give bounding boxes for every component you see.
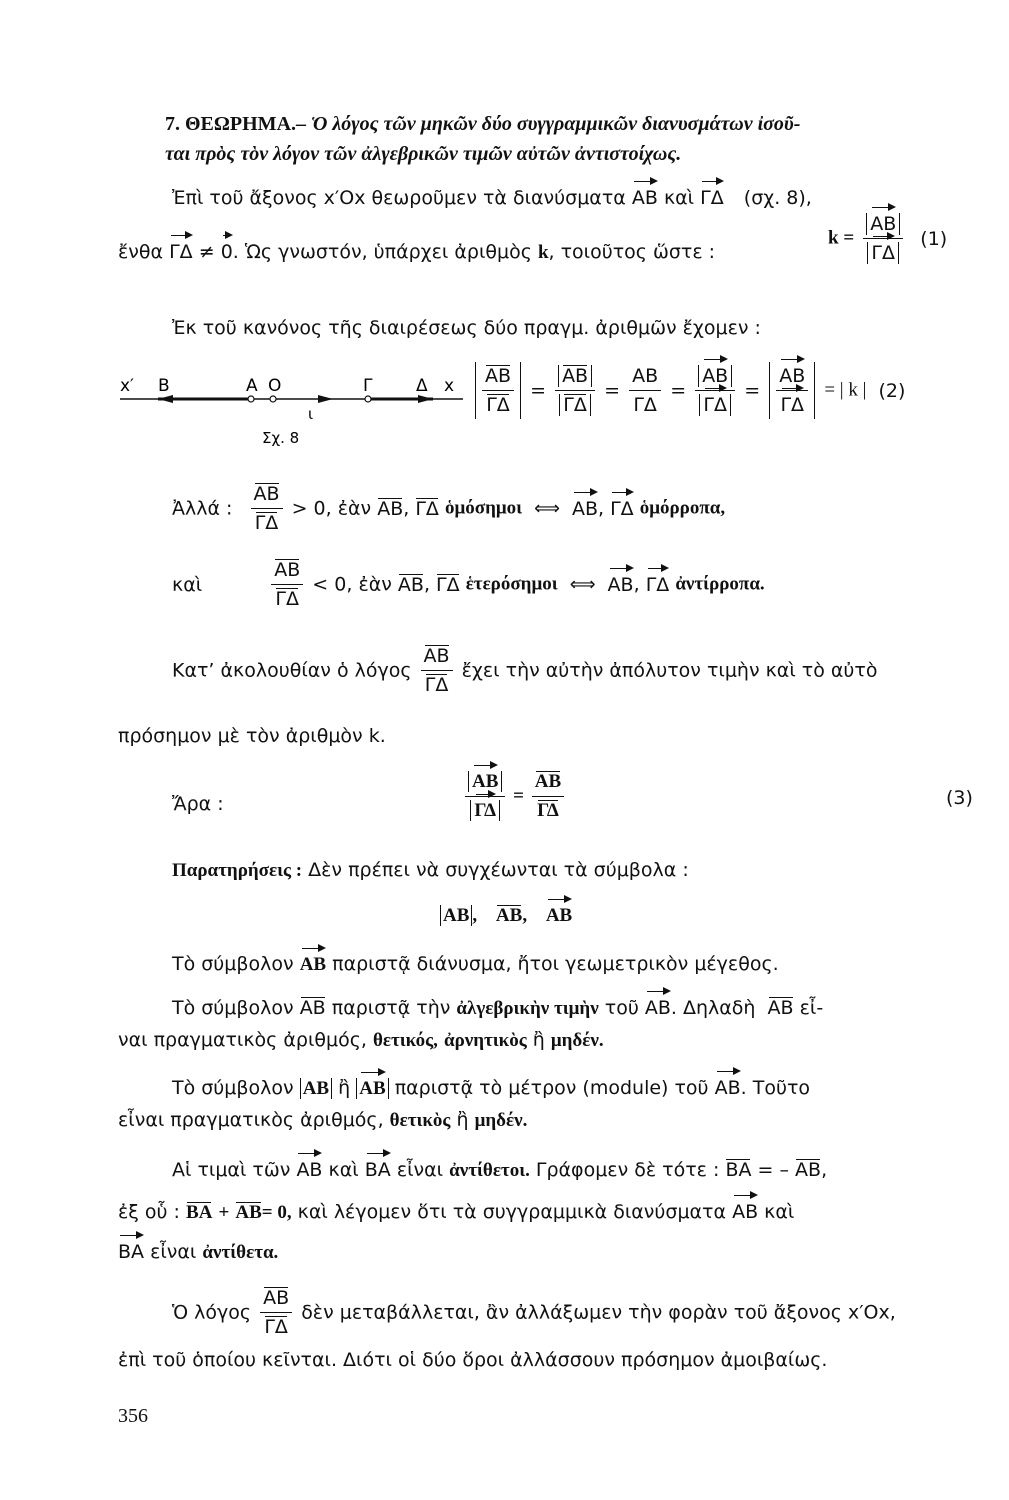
remarks-symbols: AB , AB, AB bbox=[440, 904, 572, 928]
label-A: A bbox=[246, 376, 258, 396]
remark-5-line-1: Ὁ λόγος $\frac{AB}{\Gamma\Delta}$ δὲν μεταβάλλεται, ἂν ἀλλάξωμεν τὴν φορὰν τοῦ ἄξονος x′Ox, bbox=[172, 1287, 896, 1338]
case-positive: Ἀλλά : $\frac{AB}{\Gamma\Delta}$ > 0, ἐὰν AB, ΓΔ ὁμόσημοι ⟺ AB, ΓΔ ὁμόρροπα, bbox=[172, 483, 726, 534]
consequence-line-2: πρόσημον μὲ τὸν ἀριθμὸν k. bbox=[118, 725, 386, 747]
equation-2-label: (2) bbox=[878, 379, 906, 402]
point-A bbox=[248, 396, 254, 402]
equation-2: $\frac{AB}{\Gamma\Delta}$ = $\frac{AB}{\Gamma\Delta}$ = $\frac{AB}{\Gamma\Delta}$ = $\frac{AB}{\Gamma\Delta}$ = $\frac{AB}{\Gamma\Delta}$ = | k | (2) bbox=[472, 362, 905, 419]
remark-2-line-1: Τὸ σύμβολον AB παριστᾷ τὴν ἀλγεβρικὴν τιμὴν τοῦ AB. Δηλαδὴ AB εἶ- bbox=[172, 997, 824, 1019]
remark-5-line-2: ἐπὶ τοῦ ὁποίου κεῖνται. Διότι οἱ δύο ὅροι ἀλλάσσουν πρόσημον ἀμοιβαίως. bbox=[118, 1349, 828, 1371]
label-x: x bbox=[444, 376, 455, 396]
theorem-line-1 bbox=[165, 112, 800, 136]
remark-3-line-1: Τὸ σύμβολον AB ἢ AB παριστᾷ τὸ μέτρον (module) τοῦ AB. Τοῦτο bbox=[172, 1077, 811, 1099]
intro-line-2: ἔνθα ΓΔ ≠ 0. Ὡς γνωστόν, ὑπάρχει ἀριθμὸς k, τοιοῦτος ὥστε : bbox=[118, 241, 716, 263]
remark-2-line-2: ναι πραγματικὸς ἀριθμός, θετικός, ἀρνητικὸς ἢ μηδέν. bbox=[118, 1029, 604, 1051]
equation-3: $\frac{AB}{\Gamma\Delta}$ = $\frac{AB}{\Gamma\Delta}$ bbox=[462, 770, 567, 823]
point-O bbox=[270, 396, 276, 402]
point-G bbox=[365, 396, 371, 402]
equation-1-label: (1) bbox=[920, 227, 948, 250]
label-x-prime: x′ bbox=[120, 376, 134, 396]
equation-3-label: (3) bbox=[946, 787, 973, 809]
intro-rule: Ἐκ τοῦ κανόνος τῆς διαιρέσεως δύο πραγμ. ἀριθμῶν ἔχομεν : bbox=[172, 317, 761, 339]
label-G: Γ bbox=[363, 376, 373, 396]
vector-AB: AB bbox=[631, 187, 658, 209]
remark-4-line-3: BA εἶναι ἀντίθετα. bbox=[118, 1241, 279, 1263]
label-B: B bbox=[158, 376, 170, 396]
figure-caption: Σχ. 8 bbox=[262, 429, 300, 447]
label-unit: ι bbox=[308, 405, 314, 423]
remark-4-line-1: Αἱ τιμαὶ τῶν AB καὶ BA εἶναι ἀντίθετοι. Γράφομεν δὲ τότε : BA = – AB, bbox=[172, 1159, 828, 1181]
figure-8 bbox=[118, 365, 468, 455]
remarks-title: Παρατηρήσεις : bbox=[172, 860, 303, 881]
theorem-statement-2: ται πρὸς τὸν λόγον τῶν ἀλγεβρικῶν τιμῶν αὐτῶν ἀντιστοίχως. bbox=[165, 143, 682, 165]
iff-arrow: ⟺ bbox=[534, 497, 560, 519]
theorem-title: 7. ΘΕΩΡΗΜΑ.– bbox=[165, 113, 307, 135]
label-D: Δ bbox=[416, 376, 428, 396]
page-number: 356 bbox=[118, 1405, 148, 1427]
unit-arrowhead bbox=[318, 395, 333, 403]
equation-1: k = $\frac{AB}{\Gamma\Delta}$ (1) bbox=[828, 213, 948, 264]
remark-3-line-2: εἶναι πραγματικὸς ἀριθμός, θετικὸς ἢ μηδέν. bbox=[118, 1109, 528, 1131]
case-negative: καὶ $\frac{AB}{\Gamma\Delta}$ < 0, ἐὰν AB, ΓΔ ἑτερόσημοι ⟺ AB, ΓΔ ἀντίρροπα. bbox=[172, 559, 765, 610]
vector-GD: ΓΔ bbox=[700, 187, 724, 209]
intro-line-1: Ἐπὶ τοῦ ἄξονος x′Ox θεωροῦμεν τὰ διανύσματα AB καὶ ΓΔ (σχ. 8), bbox=[172, 187, 812, 209]
remarks-intro: Παρατηρήσεις : Δὲν πρέπει νὰ συγχέωνται τὰ σύμβολα : bbox=[172, 859, 689, 881]
remark-4-line-2: ἐξ οὗ : BA + AB= 0, καὶ λέγομεν ὅτι τὰ συγγραμμικὰ διανύσματα AB καὶ bbox=[118, 1201, 795, 1223]
theorem-statement-1: Ὁ λόγος τῶν μηκῶν δύο συγγραμμικῶν διανυσμάτων ἰσοῦ- bbox=[311, 113, 801, 135]
label-O: O bbox=[268, 376, 282, 396]
therefore-label: Ἄρα : bbox=[172, 793, 224, 815]
consequence-line-1: Κατ’ ἀκολουθίαν ὁ λόγος $\frac{AB}{\Gamma\Delta}$ ἔχει τὴν αὐτὴν ἀπόλυτον τιμὴν καὶ τὸ αὐτὸ bbox=[172, 645, 878, 696]
remark-1: Τὸ σύμβολον AB παριστᾷ διάνυσμα, ἤτοι γεωμετρικὸν μέγεθος. bbox=[172, 953, 779, 975]
